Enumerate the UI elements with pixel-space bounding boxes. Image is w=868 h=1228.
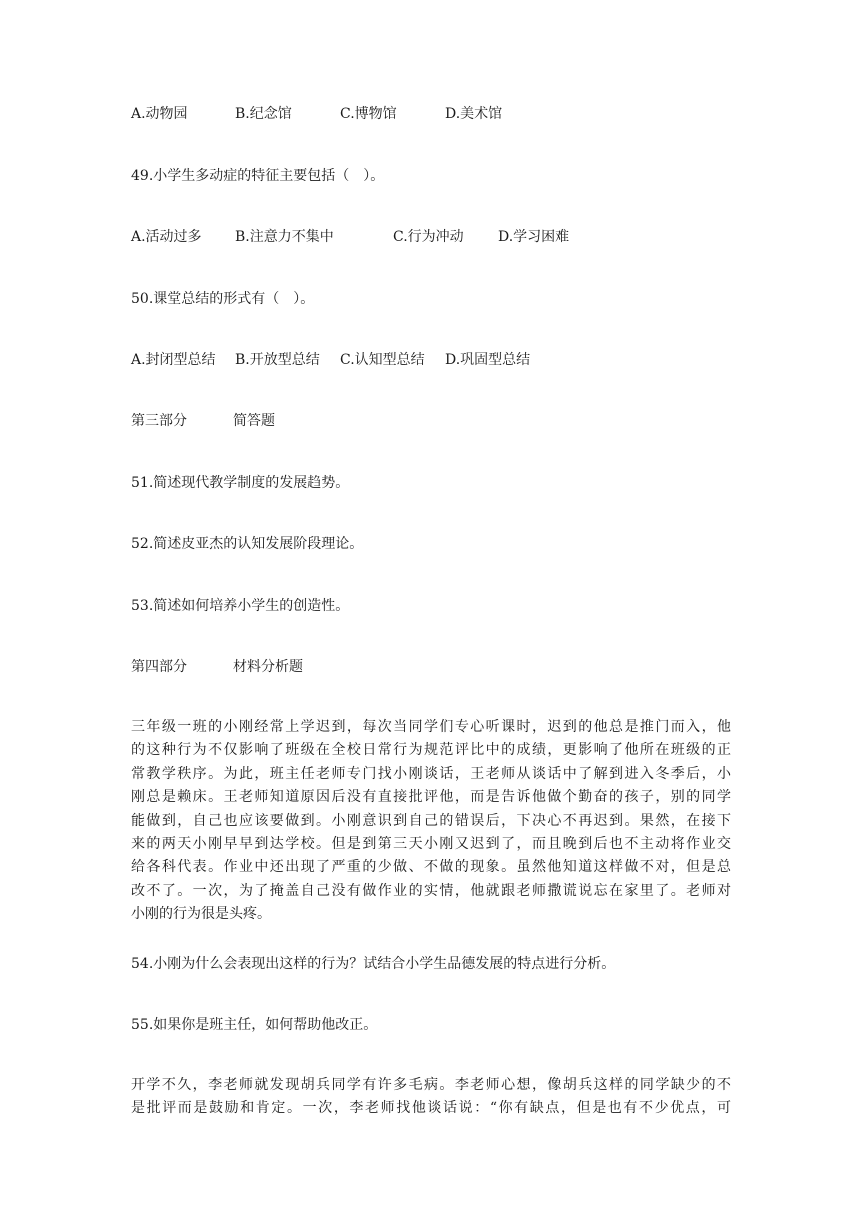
material-1-line: 小刚的行为很是头疼。 [131, 906, 271, 923]
part4-label: 第四部分 [131, 659, 187, 675]
material-1-line: 常教学秩序。为此，班主任老师专门找小刚谈话，王老师从谈话中了解到进入冬季后，小 [131, 765, 731, 782]
q49-option-b: B.注意力不集中 [235, 229, 334, 245]
q48-option-c: C.博物馆 [340, 106, 397, 122]
q54-question: 54.小刚为什么会表现出这样的行为？试结合小学生品德发展的特点进行分析。 [131, 956, 616, 972]
q49-option-c: C.行为冲动 [393, 229, 464, 245]
material-2-paragraph [131, 1074, 731, 1121]
material-1-line: 来的两天小刚早早到达学校。但是到第三天小刚又迟到了，而且晚到后也不主动将作业交 [131, 835, 731, 852]
material-1-line: 三年级一班的小刚经常上学迟到，每次当同学们专心听课时，迟到的他总是推门而入，他 [131, 719, 731, 735]
q48-option-b: B.纪念馆 [235, 106, 292, 122]
q49-question: 49.小学生多动症的特征主要包括（ ）。 [131, 168, 385, 184]
q53-question: 53.简述如何培养小学生的创造性。 [131, 598, 350, 614]
material-1-line: 刚总是赖床。王老师知道原因后没有直接批评他，而是告诉他做个勤奋的孩子，别的同学 [131, 789, 731, 806]
q50-option-a: A.封闭型总结 [131, 352, 216, 368]
part3-label: 第三部分 [131, 413, 187, 429]
part3-title: 简答题 [233, 413, 275, 429]
material-1-line: 给各科代表。作业中还出现了严重的少做、不做的现象。虽然他知道这样做不对，但是总 [131, 859, 731, 876]
q49-option-a: A.活动过多 [131, 229, 202, 245]
q50-option-c: C.认知型总结 [340, 352, 425, 368]
material-2-line: 是批评而是鼓励和肯定。一次，李老师找他谈话说：“你有缺点，但是也有不少优点，可 [131, 1100, 731, 1117]
q50-question: 50.课堂总结的形式有（ ）。 [131, 291, 315, 307]
part4-title: 材料分析题 [233, 659, 303, 675]
q50-option-b: B.开放型总结 [235, 352, 320, 368]
material-2-line: 开学不久，李老师就发现胡兵同学有许多毛病。李老师心想，像胡兵这样的同学缺少的不 [131, 1077, 731, 1093]
q52-question: 52.简述皮亚杰的认知发展阶段理论。 [131, 536, 364, 552]
q48-option-d: D.美术馆 [445, 106, 503, 122]
material-1-paragraph [131, 716, 731, 927]
material-1-line: 能做到，自己也应该要做到。小刚意识到自己的错误后，下决心不再迟到。果然，在接下 [131, 812, 731, 829]
part4-heading [131, 657, 303, 677]
q48-option-a: A.动物园 [131, 106, 188, 122]
part3-heading [131, 411, 275, 431]
q51-question: 51.简述现代教学制度的发展趋势。 [131, 475, 350, 491]
q49-option-d: D.学习困难 [498, 229, 570, 245]
material-1-line: 改不了。一次，为了掩盖自己没有做作业的实情，他就跟老师撒谎说忘在家里了。老师对 [131, 882, 731, 899]
q50-option-d: D.巩固型总结 [445, 352, 531, 368]
q55-question: 55.如果你是班主任，如何帮助他改正。 [131, 1017, 378, 1033]
material-1-line: 的这种行为不仅影响了班级在全校日常行为规范评比中的成绩，更影响了他所在班级的正 [131, 742, 731, 759]
